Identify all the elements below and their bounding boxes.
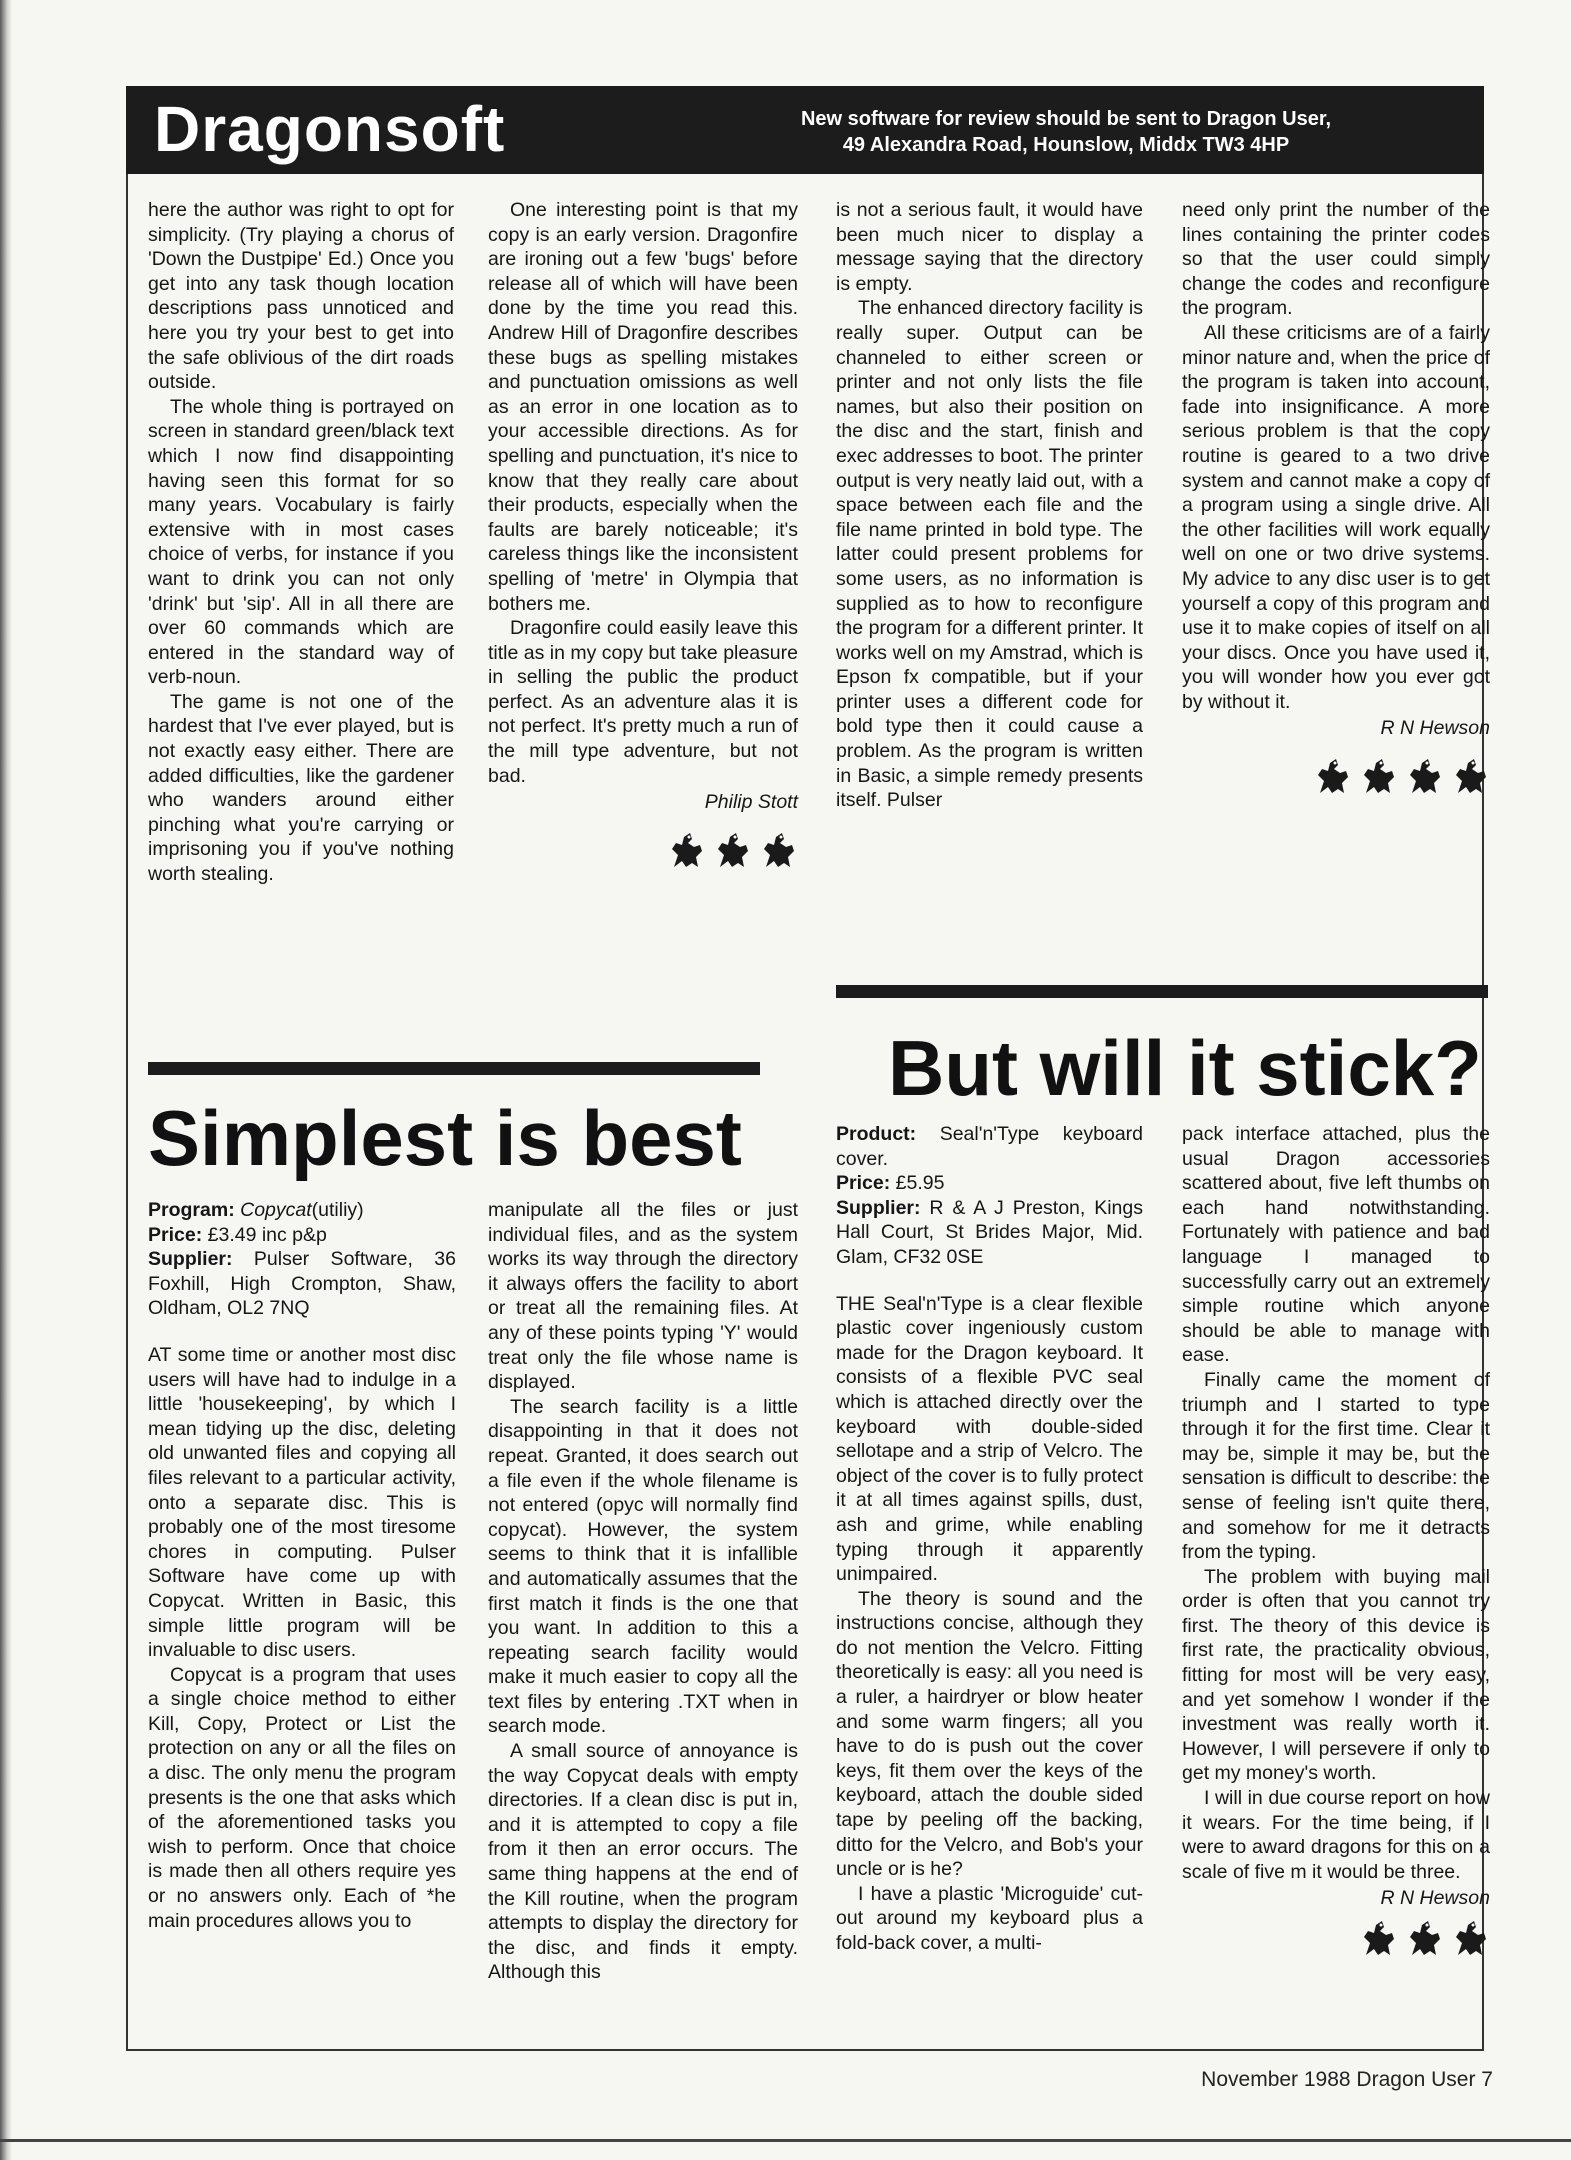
page-edge-shadow [0, 0, 12, 2160]
product-value: Seal'n'Type keyboard cover. [836, 1123, 1144, 1170]
dragon-rating-icon [666, 827, 706, 871]
divider-rule [836, 985, 1488, 998]
supplier-label: Supplier: [836, 1196, 921, 1219]
stick-column-4 [1182, 1122, 1490, 1959]
review2-signature: R N Hewson [1380, 717, 1490, 740]
paragraph: The search facility is a little disappointing in that it does not repeat. Granted, it does search out a file even if the whole filename is not entered (opyc will normally find copycat). However, the system seems to think that it is infallible and automatically assumes that the first match it finds is the one that you want. In addition to this a repeating search facility would make it much easier to copy all the text files by entering .TXT when in search mode. [488, 1395, 798, 1738]
review2-column-3 [836, 198, 1143, 813]
dragon-rating-icon [758, 827, 798, 871]
divider-rule [148, 1062, 760, 1075]
paragraph: is not a serious fault, it would have been much nicer to display a message saying that the directory is empty. [836, 199, 1143, 295]
dragon-rating-icon [1404, 753, 1444, 797]
program-note: (utiliy) [311, 1199, 364, 1221]
submission-info [746, 106, 1386, 158]
section-header [126, 86, 1484, 174]
review1-column-1 [148, 198, 454, 887]
paragraph: Copycat is a program that uses a single choice method to either Kill, Copy, Protect or List the protection on any or all the files on a disc. The only menu the program presents is the one that asks which of the aforementioned tasks you wish to perform. Once that choice is made then all others require yes or no answers only. Each of *he main procedures allows you to [148, 1663, 456, 1932]
paragraph: A small source of annoyance is the way Copycat deals with empty directories. If a clean disc is put in, and it is attempted to copy a file from it then an error occurs. The same thing happens at the end of the Kill routine, when the program attempts to display the directory for the disc, and finds it empty. Although this [488, 1740, 798, 1984]
price-value: £5.95 [895, 1172, 945, 1195]
dragon-rating-icon [1404, 1915, 1444, 1959]
section-title: Dragonsoft [154, 93, 506, 165]
review2-column-4 [1182, 198, 1490, 797]
paragraph: AT some time or another most disc users will have had to indulge in a little 'housekeeping', by which I mean tidying up the disc, deleting old unwanted files and copying all files relevant to a particular activity, onto a separate disc. This is probably one of the most tiresome chores in computing. Pulser Software have come up with Copycat. Written in Basic, this simple little program will be invaluable to disc users. [148, 1343, 456, 1662]
dragon-rating-icon [712, 827, 752, 871]
stick-column-3 [836, 1122, 1143, 1956]
paragraph: The whole thing is portrayed on screen in standard green/black text which I now find disappointing having seen this format for so many years. Vocabulary is fairly extensive with in most cases choice of verbs, for instance if you want to drink you can not only 'drink' but 'sip'. All in all there are over 60 commands which are entered in the standard way of verb-noun. [148, 395, 454, 689]
dragon-rating-icon [1358, 753, 1398, 797]
paragraph: The theory is sound and the instructions concise, although they do not mention the Velcro. Fitting theoretically is easy: all you need is a ruler, a hairdryer or blow heater and some warm fingers; all you have to do is push out the cover keys, fit them over the keys of the keyboard, attach the double sided tape by peeling off the backing, ditto for the Velcro, and Bob's your uncle or is he? [836, 1587, 1143, 1881]
paragraph: The problem with buying mail order is often that you cannot try first. The theory of this device is first rate, the practicality obvious, fitting for most will be very easy, and yet somehow I wonder if the investment was really worth it. However, I will persevere if only to get my money's worth. [1182, 1565, 1490, 1785]
price-line [836, 1171, 1143, 1196]
price-label: Price: [836, 1172, 891, 1195]
product-line [836, 1122, 1143, 1171]
simplest-column-2 [488, 1198, 798, 1985]
review1-column-2 [488, 198, 798, 871]
dragon-rating-icon [1450, 1915, 1490, 1959]
program-value: Copycat [240, 1199, 312, 1221]
supplier-line [148, 1247, 456, 1321]
paragraph: One interesting point is that my copy is an early version. Dragonfire are ironing out a few 'bugs' before release all of which will have been done by the time you read this. Andrew Hill of Dragonfire describes these bugs as spelling mistakes and punctuation omissions as well as an error in one location as to your accessible directions. As for spelling and punctuation, it's nice to know that they really care about their products, especially when the faults are barely noticeable; it's careless things like the inconsistent spelling of 'metre' in Olympia that bothers me. [488, 199, 798, 615]
simplest-headline: Simplest is best [148, 1094, 742, 1182]
supplier-value: Pulser Software, 36 Foxhill, High Crompton, Shaw, Oldham, OL2 7NQ [148, 1248, 457, 1320]
paragraph: manipulate all the files or just individual files, and as the system works its way through the directory it always offers the facility to abort or treat all the remaining files. At any of these points typing 'Y' would treat only the file whose name is displayed. [488, 1199, 798, 1394]
paragraph: pack interface attached, plus the usual Dragon accessories scattered about, five left thumbs on each hand notwithstanding. Fortunately with patience and bad language I managed to successfully carry out an extremely simple routine which anyone should be able to manage with ease. [1182, 1123, 1490, 1367]
price-value: £3.49 inc p&p [207, 1223, 327, 1246]
paragraph: I will in due course report on how it wears. For the time being, if I were to award dragons for this on a scale of five m it would be three. [1182, 1787, 1490, 1883]
review1-rating [488, 827, 798, 871]
review2-rating [1182, 753, 1490, 797]
dragon-rating-icon [1312, 753, 1352, 797]
supplier-value: R & A J Preston, Kings Hall Court, St Brides Major, Mid. Glam, CF32 0SE [836, 1196, 1143, 1268]
program-line [148, 1198, 456, 1223]
dragon-rating-icon [1358, 1915, 1398, 1959]
stick-rating [1182, 1915, 1490, 1959]
price-line [148, 1223, 456, 1248]
paragraph: here the author was right to opt for simplicity. (Try playing a chorus of 'Down the Dustpipe' Ed.) Once you get into any task though location descriptions pass unnoticed and here you try your best to get into the safe oblivious of the dirt roads outside. [148, 199, 454, 394]
price-label: Price: [148, 1223, 203, 1246]
review1-signature: Philip Stott [704, 791, 798, 814]
paragraph: The enhanced directory facility is really super. Output can be channeled to either screen or printer and not only lists the file names, but also their position on the disc and the start, finish and exec addresses to boot. The printer output is very neatly laid out, with a space between each file and the file name printed in bold type. The latter could present problems for some users, as no information is supplied as to how to reconfigure the program for a different printer. It works well on my Amstrad, which is Epson fx compatible, but if your printer uses a different code for bold type then it could cause a problem. As the program is written in Basic, a simple remedy presents itself. Pulser [836, 297, 1143, 812]
frame-left [126, 174, 128, 2050]
page-footer: November 1988 Dragon User 7 [1201, 2068, 1493, 2091]
stick-signature: R N Hewson [1380, 1887, 1490, 1910]
paragraph: Dragonfire could easily leave this title as in my copy but take pleasure in selling the public the product perfect. As an adventure alas it is not perfect. It's pretty much a run of the mill type adventure, but not bad. [488, 617, 798, 787]
program-label: Program: [148, 1199, 235, 1221]
page-bottom-edge [0, 2139, 1571, 2142]
frame-bottom [126, 2049, 1484, 2051]
paragraph: I have a plastic 'Microguide' cut-out around my keyboard plus a fold-back cover, a multi- [836, 1882, 1143, 1954]
paragraph: need only print the number of the lines containing the printer codes so that the user could simply change the codes and reconfigure the program. [1182, 199, 1490, 320]
simplest-column-1 [148, 1198, 456, 1933]
paragraph: All these criticisms are of a fairly minor nature and, when the price of the program is taken into account, fade into insignificance. A more serious problem is that the copy routine is geared to a two drive system and cannot make a copy of a program using a single drive. All the other facilities will work equally well on one or two drive systems. My advice to any disc user is to get yourself a copy of this program and use it to make copies of itself on all your discs. Once you have used it, you will wonder how you ever got by without it. [1182, 321, 1490, 713]
submission-line-1: New software for review should be sent to Dragon User, [800, 108, 1332, 130]
submission-line-2: 49 Alexandra Road, Hounslow, Middx TW3 4HP [842, 134, 1290, 156]
supplier-line [836, 1196, 1143, 1270]
stick-headline: But will it stick? [888, 1024, 1482, 1112]
paragraph: THE Seal'n'Type is a clear flexible plastic cover ingeniously custom made for the Dragon keyboard. It consists of a flexible PVC seal which is attached directly over the keyboard with double-sided sellotape and a strip of Velcro. The object of the cover is to fully protect it at all times against spills, dust, ash and grime, while enabling typing through it apparently unimpaired. [836, 1292, 1143, 1586]
paragraph: The game is not one of the hardest that I've ever played, but is not exactly easy either. There are added difficulties, like the gardener who wanders around either pinching what you're carrying or imprisoning you if you've nothing worth stealing. [148, 690, 454, 886]
paragraph: Finally came the moment of triumph and I started to type through it for the first time. Clear it may be, simple it may be, but the sensation is difficult to describe: the sense of feeling isn't quite there, and somehow for me it detracts from the typing. [1182, 1368, 1490, 1564]
dragon-rating-icon [1450, 753, 1490, 797]
product-label: Product: [836, 1123, 917, 1145]
supplier-label: Supplier: [148, 1248, 233, 1271]
